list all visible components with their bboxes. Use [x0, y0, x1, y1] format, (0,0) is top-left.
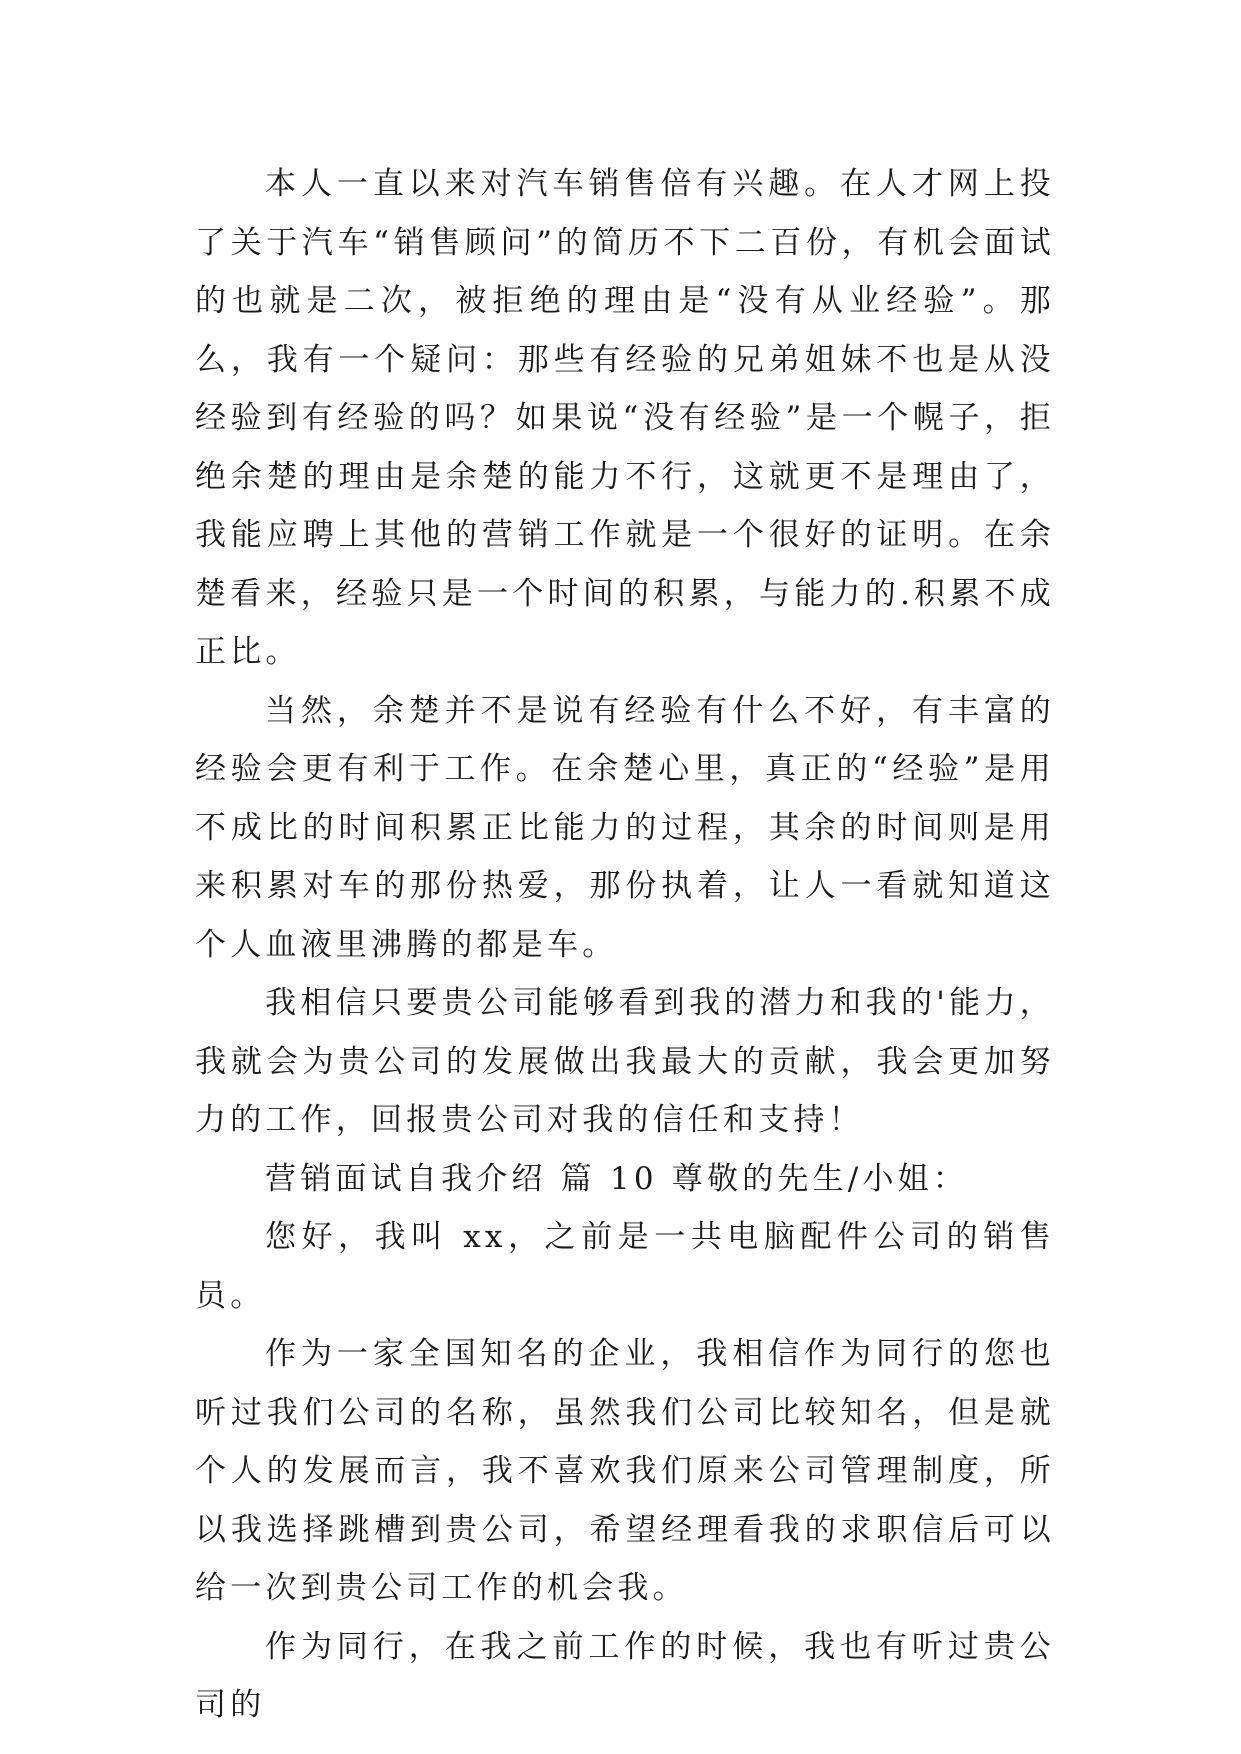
- document-body: [195, 155, 1055, 1735]
- paragraph-6: 作为一家全国知名的企业，我相信作为同行的您也听过我们公司的名称，虽然我们公司比较知名，但是就个人的发展而言，我不喜欢我们原来公司管理制度，所以我选择跳槽到贵公司，希望经理看我的求职信后可以给一次到贵公司工作的机会我。: [195, 1336, 1055, 1606]
- paragraph-3: 我相信只要贵公司能够看到我的潜力和我的'能力，我就会为贵公司的发展做出我最大的贡献，我会更加努力的工作，回报贵公司对我的信任和支持！: [195, 985, 1055, 1138]
- paragraph-5: 您好，我叫 xx，之前是一共电脑配件公司的销售员。: [195, 1219, 1055, 1314]
- paragraph-2: 当然，余楚并不是说有经验有什么不好，有丰富的经验会更有利于工作。在余楚心里，真正的“经验”是用不成比的时间积累正比能力的过程，其余的时间则是用来积累对车的那份热爱，那份执着，让人一看就知道这个人血液里沸腾的都是车。: [195, 692, 1055, 963]
- paragraph-7: 作为同行，在我之前工作的时候，我也有听过贵公司的: [195, 1628, 1055, 1723]
- paragraph-4-heading: 营销面试自我介绍 篇 10 尊敬的先生/小姐：: [265, 1160, 969, 1197]
- paragraph-1: 本人一直以来对汽车销售倍有兴趣。在人才网上投了关于汽车“销售顾问”的简历不下二百份，有机会面试的也就是二次，被拒绝的理由是“没有从业经验”。那么，我有一个疑问：那些有经验的兄弟姐妹不也是从没经验到有经验的吗？如果说“没有经验”是一个幌子，拒绝余楚的理由是余楚的能力不行，这就更不是理由了，我能应聘上其他的营销工作就是一个很好的证明。在余楚看来，经验只是一个时间的积累，与能力的.积累不成正比。: [195, 166, 1055, 670]
